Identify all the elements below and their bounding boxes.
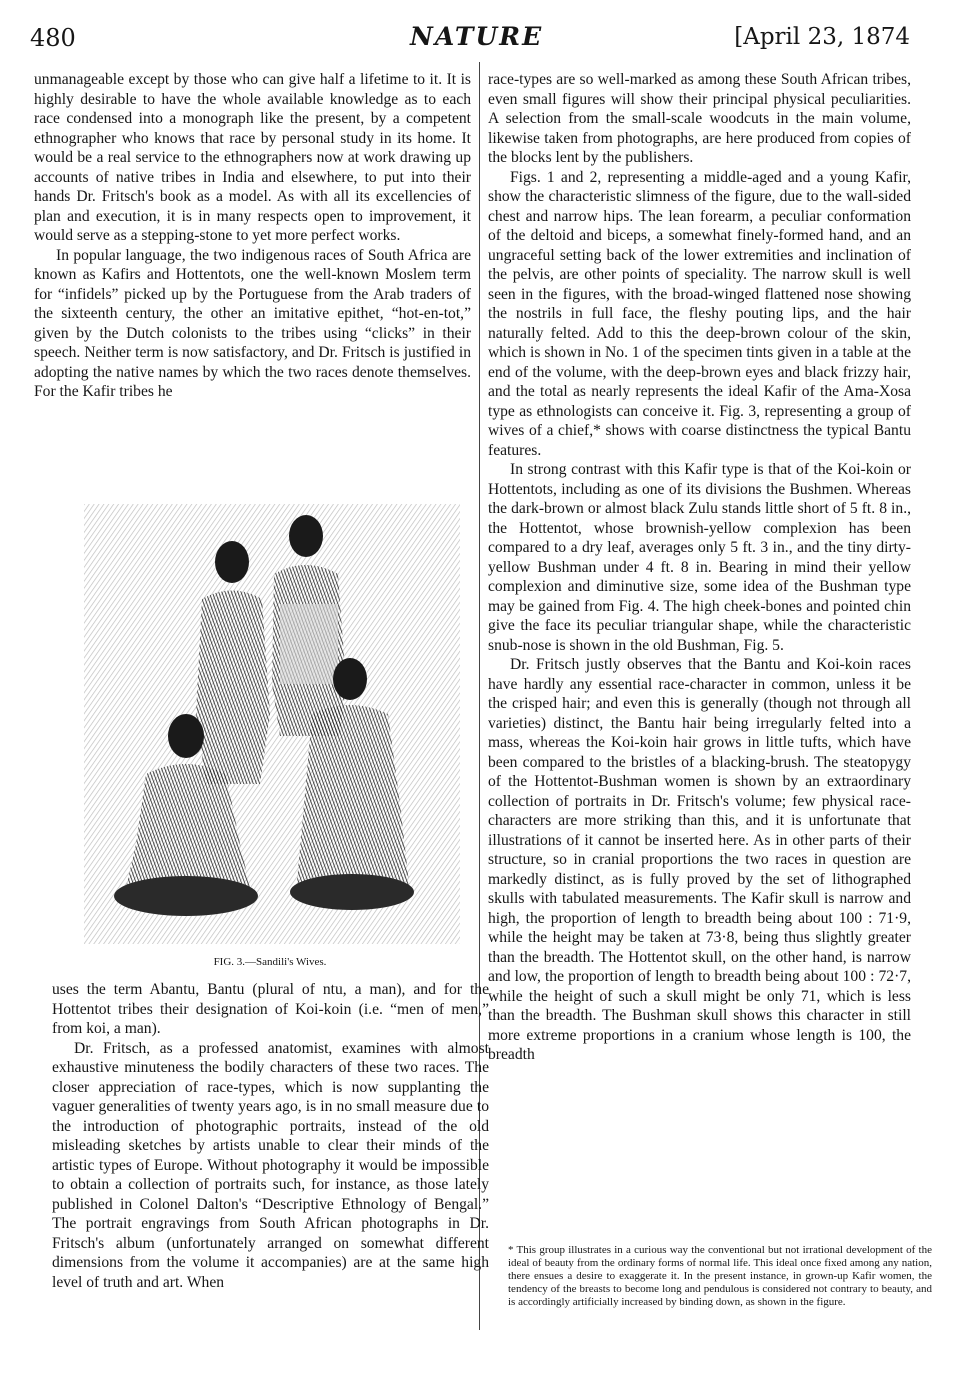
engraving-figure [84,504,460,944]
journal-title: NATURE [410,22,544,51]
paragraph: In strong contrast with this Kafir type is that of the Koi-koin or Hottentots, including as one of its divisions the Bushmen. Whereas the dark-brown or almost black Zulu stands little short of 5 ft. 8 in., the Hottentot, whose brownish-yellow complexion has been compared to a dry leaf, averages only 5 ft. 3 in., and the tiny dirty-yellow Bushman under 4 ft. 8 in. Bearing in mind their yellow complexion and diminutive size, some idea of the Bushman type may be gained from Fig. 4. The high cheek-bones and pointed chin give the face its peculiar triangular shape, while the characteristic snub-nose is shown in the old Bushman, Fig. 5. [488,461,911,654]
paragraph: Dr. Fritsch, as a professed anatomist, examines with almost exhaustive minuteness the bodily characters of these two races. The closer appreciation of race-types, which is now supplanting the vaguer generalities of twenty years ago, is in no small measure due to the introduction of photographic portraits, instead of the old misleading sketches by artists unable to clear their minds of the artistic types of Europe. Without photography it would be impossible to obtain a collection of portraits such, for instance, as those lately published in Colonel Dalton's “Descriptive Ethnology of Bengal.” The portrait engravings from South African photographs in Dr. Fritsch's album (unfortunately arranged on somewhat different dimensions from the volume it accompanies) are at the same high level of truth and art. When [52,1039,489,1291]
paragraph: uses the term Abantu, Bantu (plural of ntu, a man), and for the Hottentot tribes their designation of Koi-koin (i.e. “men of men,” from koi, a man). [52,981,489,1037]
paragraph: In popular language, the two indigenous races of South Africa are known as Kafirs and Hottentots, one the well-known Moslem term for “infidels” picked up by the Portuguese from the Arab traders of the sixteenth century, the other an imitative epithet, “hot-en-tot,” given by the Dutch colonists to the tribes using “clicks” in their speech. Neither term is now satisfactory, and Dr. Fritsch is justified in adopting the native names by which the two races denote themselves. For the Kafir tribes he [34,246,471,400]
footnote: * This group illustrates in a curious way the conventional but not irrational development of the ideal of beauty from the ordinary forms of normal life. This ideal once fixed among any nation, there ensues a desire to exaggerate it. In the present instance, in grown-up Kafir women, the tendency of the breasts to become long and pendulous is considered not contrary to beauty, and is accordingly artificially increased by binding down, as shown in the figure. [508,1244,932,1308]
left-column-lower [52,980,489,1292]
left-column-upper [34,70,471,402]
paragraph: unmanageable except by those who can give half a lifetime to it. It is highly desirable to have the whole available knowledge as to each race condensed into a monograph like the present, by a competent ethnographer who knows that race by personal study in its home. It would be a real service to the ethnographers now at work drawing up accounts of native tribes in India and elsewhere, to put into their hands Dr. Fritsch's book as a model. As with all its excellencies of plan and execution, it is in many respects open to improvement, it would serve as a stepping-stone to yet more perfect works. [34,71,471,244]
engraving-illustration [84,504,460,944]
figure-caption: FIG. 3.—Sandili's Wives. [213,956,327,968]
paragraph: Figs. 1 and 2, representing a middle-aged and a young Kafir, show the characteristic slimness of the figure, due to the wall-sided chest and narrow hips. The lean forearm, a peculiar conformation of the deltoid and biceps, a somewhat finely-formed hand, and an ungraceful setting back of the lower extremities and inclination of the pelvis, are other points of speciality. The narrow skull is well seen in the figures, with the broad-winged flattened nose showing the nostrils in full face, the fleshy pouting lips, and the hair naturally felted. Add to this the deep-brown colour of the skin, which is shown in No. 1 of the specimen tints given in a table at the end of the volume, with the deep-brown eyes and black frizzy hair, and the total as nearly represents the ideal Kafir of the Ama-Xosa type as ethnologists can conceive it. Fig. 3, representing a group of wives of a chief,* shows with coarse distinctness the typical Bantu features. [488,168,911,459]
page-number: 480 [30,24,76,52]
issue-date: [April 23, 1874 [734,24,910,50]
right-column [488,70,911,1065]
paragraph: race-types are so well-marked as among these South African tribes, even small figures will show their principal physical peculiarities. A selection from the small-scale woodcuts in the main volume, likewise taken from photographs, are here produced from copies of the blocks lent by the publishers. [488,71,911,166]
page-header [30,22,910,56]
paragraph: Dr. Fritsch justly observes that the Bantu and Koi-koin races have hardly any essential race-character in common, unless it be the crisped hair; and even this is generally (though not through all varieties) distinct, the Bantu hair being irregularly felted into a mass, whereas the Koi-koin hair grows in little tufts, which have been compared to the bristles of a blacking-brush. The steatopygy of the Hottentot-Bushman women is shown by an extraordinary collection of portraits in Dr. Fritsch's volume; few physical race-characters are more striking than this, and it is unfortunate that illustrations of it cannot be inserted here. As in other parts of their structure, so in cranial proportions the two races in question are markedly distinct, as is fully proved by the set of lithographed skulls with tabulated measurements. The Kafir skull is narrow and high, the proportion of length to breadth being about 100 : 71·9, while the height may be taken at 73·8, being thus slightly greater than the breadth. The Hottentot skull, on the other hand, is narrow and low, the proportion of length to breadth being about 100 : 72·7, while the height of such a skull might be only 71, which is less than the breadth. The Bushman skull shows this character in still more extreme proportions in a cranium whose length is 100, the breadth [488,656,911,1063]
